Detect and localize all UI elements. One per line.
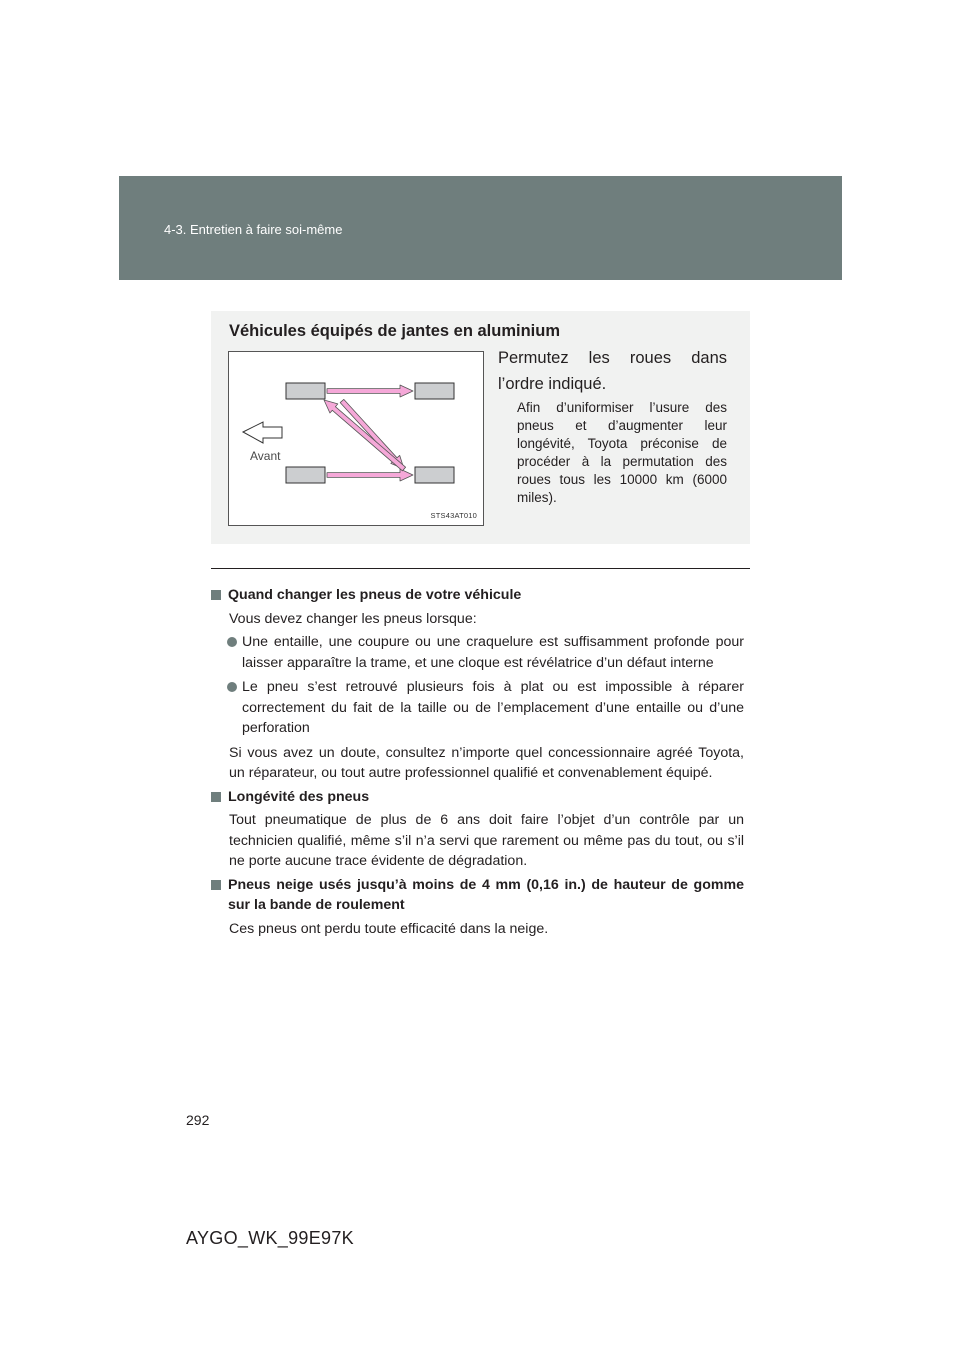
rotation-arrow-rear	[327, 469, 413, 481]
rotation-arrow-diagonal-up	[324, 400, 406, 471]
tire-rotation-diagram	[229, 352, 483, 525]
document-code: AYGO_WK_99E97K	[186, 1228, 354, 1248]
panel-note-text: Afin d’uniformiser l’usure des pneus et d’augmenter leur longévité, Toyota préconise de procéder à la permutation des roues tous les 10000 km (6000 miles).	[517, 400, 727, 505]
panel-title: Véhicules équipés de jantes en aluminium	[229, 322, 561, 340]
tire-rear-left	[286, 467, 325, 483]
panel-lead-text: Permutez les roues dans l’ordre indiqué.	[498, 349, 727, 393]
heading-text: Quand changer les pneus de votre véhicule	[228, 587, 522, 603]
tire-rotation-figure	[228, 351, 484, 526]
list-item	[211, 632, 744, 673]
heading-text: Pneus neige usés jusqu’à moins de 4 mm (0,16 in.) de hauteur de gomme sur la bande de roulement	[228, 876, 744, 913]
round-bullet-icon	[227, 682, 237, 692]
square-bullet-icon	[211, 590, 221, 600]
round-bullet-icon	[227, 637, 237, 647]
main-content	[211, 585, 744, 942]
section-heading	[211, 787, 744, 808]
heading-text: Longévité des pneus	[228, 788, 370, 805]
section-header-bar	[119, 176, 842, 280]
section-title: 4-3. Entretien à faire soi-même	[164, 222, 343, 237]
rotation-arrow-front	[327, 385, 413, 397]
tire-front-right	[415, 383, 454, 399]
square-bullet-icon	[211, 792, 221, 802]
front-direction-arrow-icon	[243, 422, 282, 443]
page-number: 292	[186, 1112, 210, 1128]
list-item-text: Une entaille, une coupure ou une craquelure est suffisamment profonde pour laisser apparaître la trame, et une cloque est révélatrice d’un défaut interne	[242, 634, 744, 671]
section-intro: Vous devez changer les pneus lorsque:	[229, 610, 477, 627]
front-label: Avant	[250, 449, 281, 463]
section-heading	[211, 585, 744, 606]
tire-rear-right	[415, 467, 454, 483]
section-outro: Si vous avez un doute, consultez n’importe quel concessionnaire agréé Toyota, un réparateur, ou tout autre professionnel qualifié et convenablement équipé.	[229, 744, 744, 781]
tire-front-left	[286, 383, 325, 399]
list-item-text: Le pneu s’est retrouvé plusieurs fois à plat ou est impossible à réparer correctement du fait de la taille ou de l’emplacement d’une entaille ou d’une perforation	[242, 679, 744, 736]
info-panel	[211, 311, 750, 544]
section-body: Tout pneumatique de plus de 6 ans doit faire l’objet d’un contrôle par un technicien qualifié, même s’il n’a servi que rarement ou même pas du tout, ou s’il ne porte aucune trace évidente de dégradation.	[229, 812, 744, 869]
section-body: Ces pneus ont perdu toute efficacité dans la neige.	[229, 920, 549, 937]
separator-rule	[211, 568, 750, 569]
square-bullet-icon	[211, 880, 221, 890]
section-heading	[211, 875, 744, 916]
figure-code: STS43AT010	[430, 511, 477, 520]
list-item	[211, 677, 744, 739]
